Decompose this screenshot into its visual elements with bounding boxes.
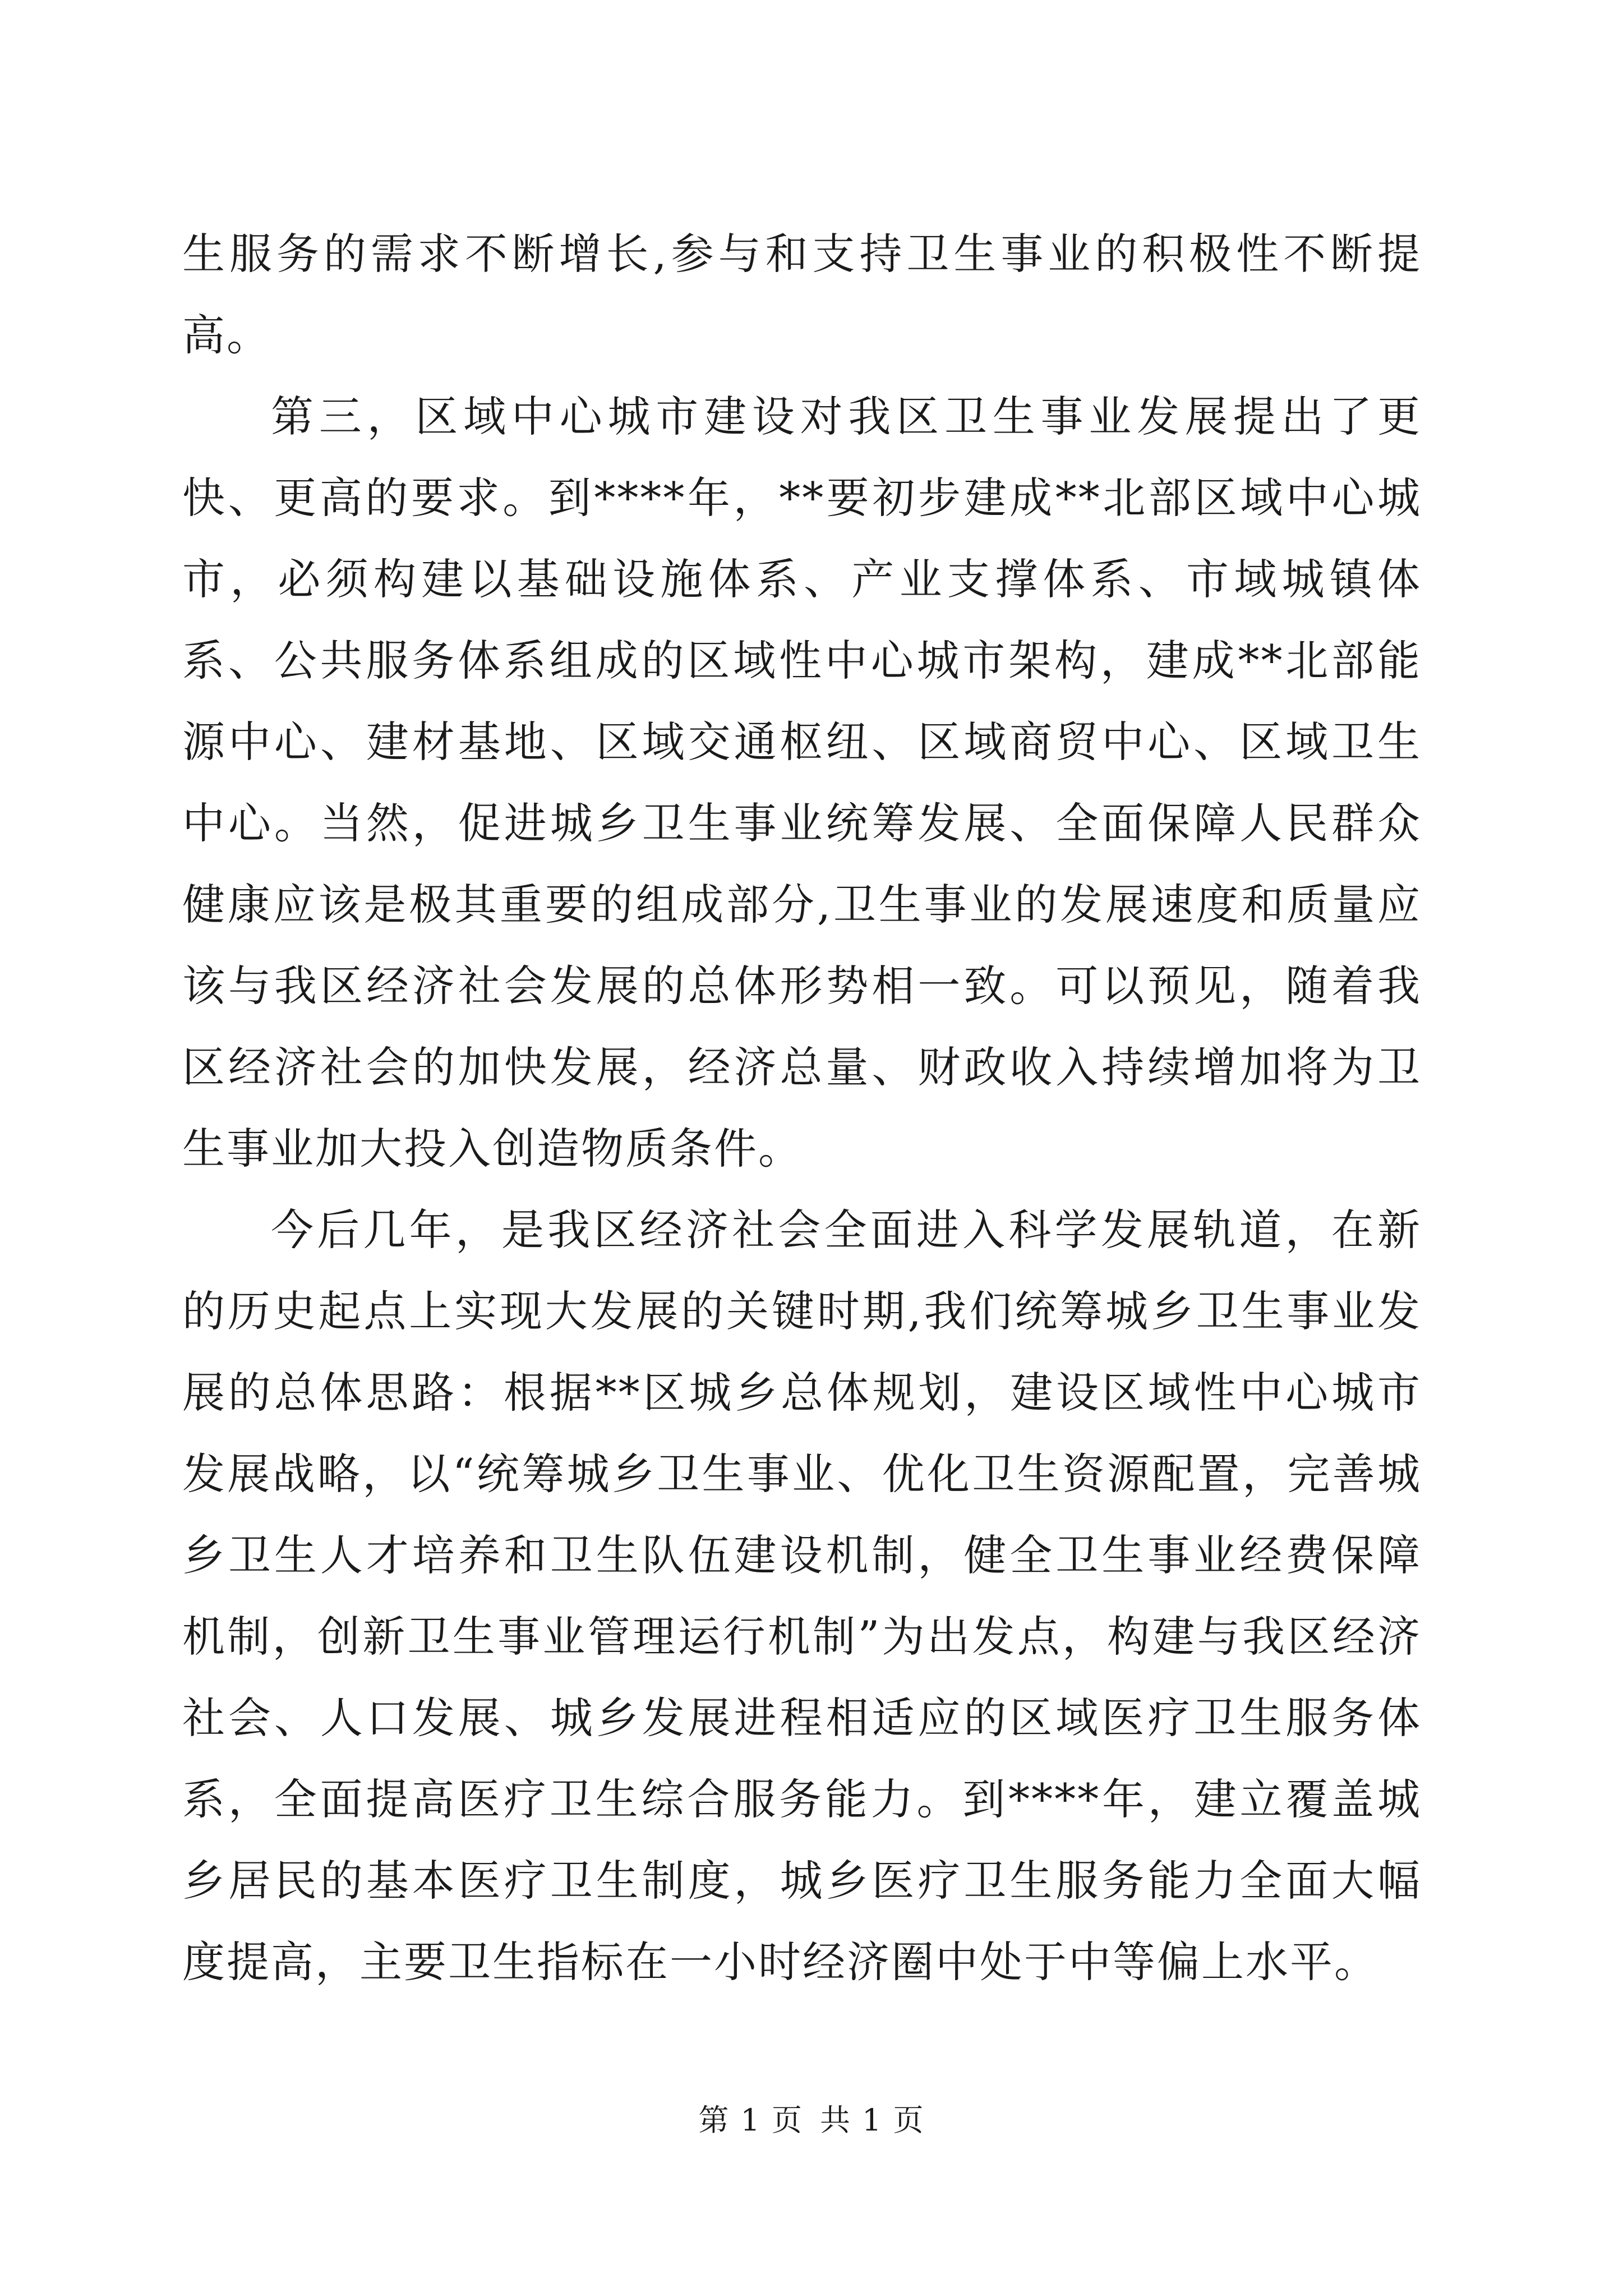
page-footer (0, 2101, 1623, 2140)
paragraph-1: 生服务的需求不断增长,参与和支持卫生事业的积极性不断提高。 (182, 229, 1422, 360)
paragraph-2: 第三，区域中心城市建设对我区卫生事业发展提出了更快、更高的要求。到****年，**要初步建成**北部区域中心城市，必须构建以基础设施体系、产业支撑体系、市域城镇体系、公共服务体系组成的区域性中心城市架构，建成**北部能源中心、建材基地、区域交通枢纽、区域商贸中心、区域卫生中心。当然，促进城乡卫生事业统筹发展、全面保障人民群众健康应该是极其重要的组成部分,卫生事业的发展速度和质量应该与我区经济社会发展的总体形势相一致。可以预见，随着我区经济社会的加快发展，经济总量、财政收入持续增加将为卫生事业加大投入创造物质条件。 (182, 392, 1422, 1174)
paragraph-3: 今后几年，是我区经济社会全面进入科学发展轨道，在新的历史起点上实现大发展的关键时期,我们统筹城乡卫生事业发展的总体思路：根据**区城乡总体规划，建设区域性中心城市发展战略，以“统筹城乡卫生事业、优化卫生资源配置，完善城乡卫生人才培养和卫生队伍建设机制，健全卫生事业经费保障机制，创新卫生事业管理运行机制”为出发点，构建与我区经济社会、人口发展、城乡发展进程相适应的区域医疗卫生服务体系，全面提高医疗卫生综合服务能力。到****年，建立覆盖城乡居民的基本医疗卫生制度，城乡医疗卫生服务能力全面大幅度提高，主要卫生指标在一小时经济圈中处于中等偏上水平。 (182, 1205, 1422, 1987)
document-body (182, 213, 1422, 2003)
page-number-current: 第 1 页 (698, 2102, 803, 2138)
page-number-total: 共 1 页 (820, 2102, 925, 2138)
